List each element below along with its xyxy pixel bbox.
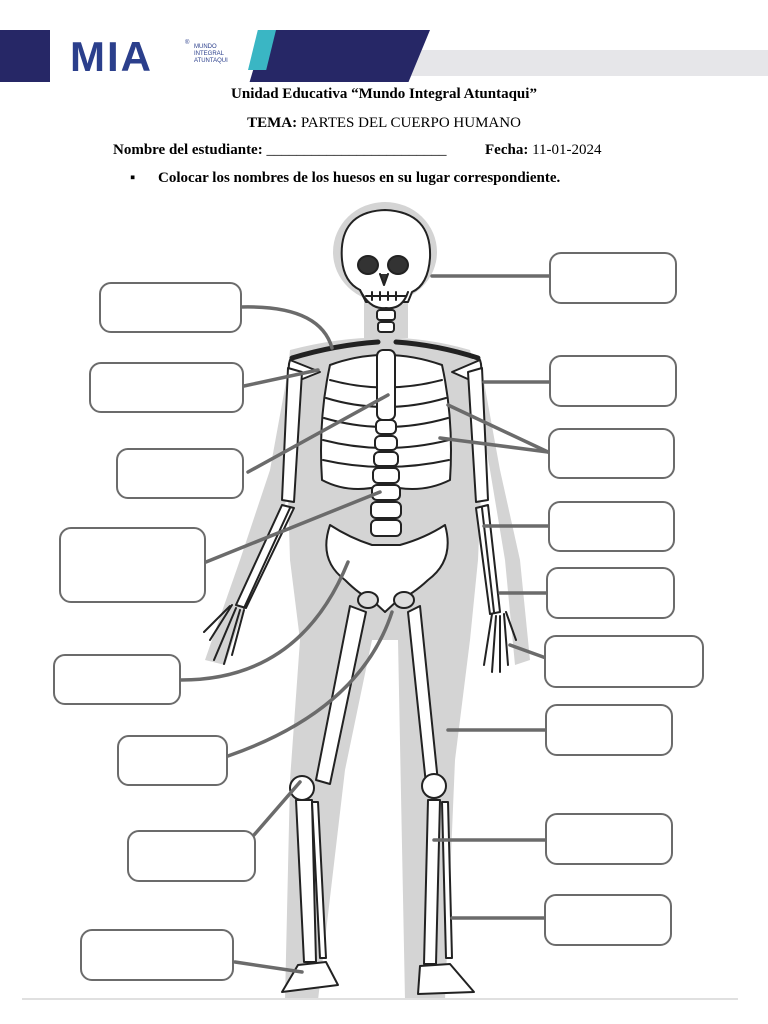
date-value: 11-01-2024 <box>532 142 602 158</box>
logo-subtitle-line: MUNDO <box>194 44 217 50</box>
label-box-right-2[interactable] <box>549 355 677 407</box>
instruction-text: Colocar los nombres de los huesos en su lugar correspondiente. <box>158 170 561 186</box>
student-name-label: Nombre del estudiante: <box>113 142 263 158</box>
label-box-left-3[interactable] <box>116 448 244 499</box>
date-label: Fecha: <box>485 142 529 158</box>
label-box-left-2[interactable] <box>89 362 244 413</box>
label-box-right-9[interactable] <box>544 894 672 946</box>
label-box-right-5[interactable] <box>546 567 675 619</box>
sternum <box>377 350 395 420</box>
foot-right <box>418 964 474 994</box>
student-name-blank[interactable]: ________________________ <box>266 142 447 158</box>
label-box-right-8[interactable] <box>545 813 673 865</box>
label-box-left-5[interactable] <box>53 654 181 705</box>
topic-label: TEMA: <box>247 115 298 131</box>
label-box-left-1[interactable] <box>99 282 242 333</box>
bullet-icon: ▪ <box>130 170 136 186</box>
label-box-right-1[interactable] <box>549 252 677 304</box>
label-box-left-4[interactable] <box>59 527 206 603</box>
label-box-right-7[interactable] <box>545 704 673 756</box>
forearm-right <box>476 505 500 614</box>
tibia-right <box>424 800 440 964</box>
label-box-right-4[interactable] <box>548 501 675 552</box>
label-box-left-8[interactable] <box>80 929 234 981</box>
label-box-right-6[interactable] <box>544 635 704 688</box>
topic-value: PARTES DEL CUERPO HUMANO <box>300 115 521 131</box>
school-name: Unidad Educativa “Mundo Integral Atuntaqui” <box>231 86 537 102</box>
label-box-left-7[interactable] <box>127 830 256 882</box>
school-logo: MIA <box>70 33 153 80</box>
logo-registered-mark: ® <box>185 40 190 46</box>
logo-subtitle-line: INTEGRAL <box>194 51 225 57</box>
label-box-left-6[interactable] <box>117 735 228 786</box>
patella-right <box>422 774 446 798</box>
label-box-right-3[interactable] <box>548 428 675 479</box>
logo-subtitle-line: ATUNTAQUI <box>194 58 228 64</box>
footer-divider <box>22 998 738 1000</box>
spine <box>371 420 401 536</box>
